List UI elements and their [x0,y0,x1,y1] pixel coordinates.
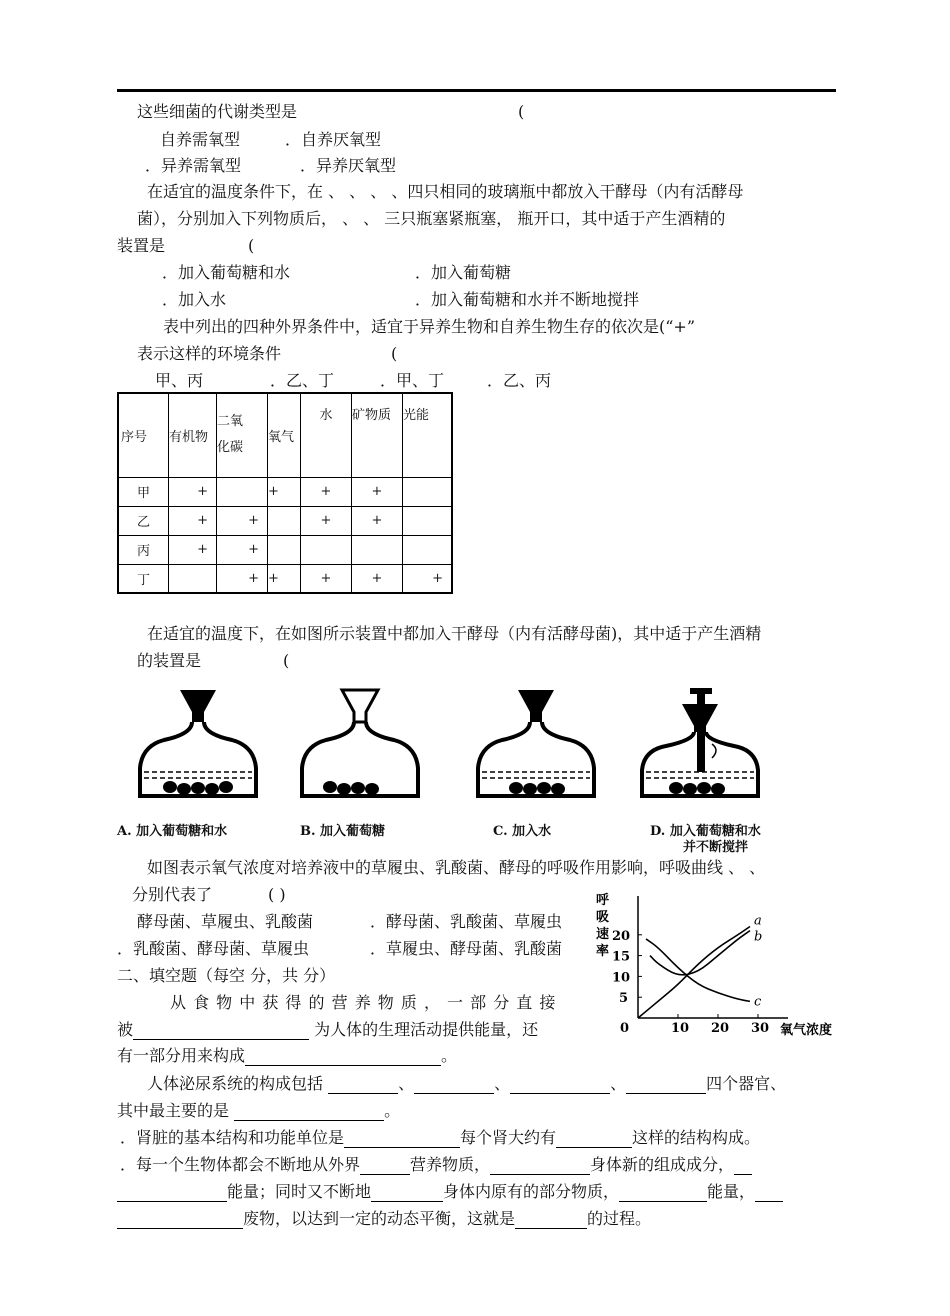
table-cell [268,506,301,535]
q2-option-b: ．加入葡萄糖 [415,263,512,282]
table-cell [301,535,352,564]
caption-a: A. 加入葡萄糖和水 [117,824,228,839]
q3-paren: ( [391,344,398,363]
fill4-line-b [117,1182,783,1202]
fill4-blank-4[interactable] [371,1185,443,1202]
x-tick-label: 30 [751,1021,770,1036]
x-tick-label: 20 [711,1021,730,1036]
fill1-line-a: 从 食 物 中 获 得 的 营 养 物 质 ， 一 部 分 直 接 [170,993,557,1012]
table-cell: + [301,506,352,535]
flask-d [642,688,758,796]
table-row [118,477,452,506]
table-cell [169,564,217,593]
conditions-table [117,392,453,594]
q5-line2: 分别代表了 [132,885,213,904]
fill4-text: 身体内原有的部分物质， [443,1182,620,1201]
q2-line3: 装置是 [117,236,166,255]
fill2-blank-5[interactable] [234,1104,384,1121]
fill3-text: 每个肾大约有 [460,1128,557,1147]
flask-b [302,690,418,796]
fill2-text: 其中最主要的是 [117,1101,235,1120]
table-cell: 乙 [118,506,169,535]
table-cell: + [217,564,268,593]
q5-option-d: ．草履虫、酵母菌、乳酸菌 [370,939,563,958]
caption-d-line2: 并不断搅拌 [683,840,749,855]
fill1-line-c [117,1046,457,1066]
table-cell: 丁 [118,564,169,593]
caption-d: D. 加入葡萄糖和水 [650,824,761,839]
q1-option-a: 自养需氧型 [160,130,241,149]
q1-stem: 这些细菌的代谢类型是 [137,102,298,121]
fill1-text: 有一部分用来构成 [117,1046,246,1065]
table-row [118,506,452,535]
header-cell: 水 [301,393,352,477]
q1-option-d: ．异养厌氧型 [300,156,397,175]
fill3-text: 这样的结构构成。 [632,1128,761,1147]
q4-paren: ( [283,651,290,670]
fill4-text: ．每一个生物体都会不断地从外界 [120,1155,361,1174]
caption-b: B. 加入葡萄糖 [300,824,386,839]
y-tick-label: 5 [619,991,629,1007]
fill2-line-a [147,1074,786,1094]
fill4-blank-3b[interactable] [117,1185,227,1202]
fill4-text: 的过程。 [587,1209,652,1228]
table-cell: + [403,564,453,593]
q3-option-b: ．乙、丁 [270,371,335,390]
fill3-text: ．肾脏的基本结构和功能单位是 [120,1128,345,1147]
fill1-text: 为人体的生理活动提供能量，还 [309,1020,539,1039]
fill4-blank-2[interactable] [490,1158,590,1175]
fill3-line [120,1128,760,1148]
series-a-label: a [754,913,762,929]
q2-option-c: ．加入水 [162,290,227,309]
caption-c: C. 加入水 [493,824,552,839]
y-tick-label: 15 [612,949,631,965]
q3-option-c: ．甲、丁 [380,371,445,390]
fill2-sep: 、 [494,1074,511,1093]
fill4-blank-6b[interactable] [117,1212,243,1229]
fill2-text: 人体泌尿系统的构成包括 [147,1074,329,1093]
q5-paren: ( ) [268,885,286,904]
q2-option-d: ．加入葡萄糖和水并不断地搅拌 [415,290,640,309]
y-axis-label-3: 速 [596,927,610,942]
fill1-text: 。 [441,1046,458,1065]
flask-c [478,690,594,796]
table-cell: + [352,506,403,535]
table-cell: + [268,564,301,593]
x-tick-label: 0 [620,1021,630,1036]
fill2-line-b [117,1101,400,1121]
fill2-blank-3[interactable] [510,1077,610,1094]
fill4-blank-5[interactable] [619,1185,707,1202]
respiration-rate-chart [592,888,842,1046]
table-cell: + [352,564,403,593]
header-cell: 二氧 化碳 [217,393,268,477]
fill1-text: 被 [117,1020,134,1039]
series-b-label: b [754,929,763,945]
fill2-text: 四个器官、 [706,1074,787,1093]
q2-line2: 菌），分别加入下列物质后， 、 、 三只瓶塞紧瓶塞， 瓶开口，其中适于产生酒精的 [137,209,726,228]
table-cell: + [169,506,217,535]
fill2-blank-4[interactable] [626,1077,706,1094]
table-cell: + [268,477,301,506]
series-c-label: c [754,994,762,1010]
table-cell [217,477,268,506]
q4-line2: 的装置是 [137,651,202,670]
header-cell: 氧气 [268,393,301,477]
y-axis-label-2: 吸 [596,910,610,925]
fill4-text: 能量， [707,1182,756,1201]
fill1-blank-2[interactable] [245,1049,441,1066]
table-header-row [118,393,452,477]
x-tick-label: 10 [671,1021,690,1036]
q5-option-c: ．乳酸菌、酵母菌、草履虫 [117,939,310,958]
fill2-sep: 、 [398,1074,415,1093]
table-cell [403,477,453,506]
header-cell: 光能 [403,393,453,477]
fill4-text: 营养物质， [410,1155,491,1174]
fill4-line-c [117,1209,651,1229]
table-cell [403,506,453,535]
fill4-blank-7[interactable] [515,1212,587,1229]
table-cell: + [301,477,352,506]
q4-line1: 在适宜的温度下，在如图所示装置中都加入干酵母（内有活酵母菌)，其中适于产生酒精 [147,624,762,643]
table-cell [352,535,403,564]
table-cell: + [217,535,268,564]
table-cell [403,535,453,564]
fill4-line-a [120,1155,752,1175]
y-axis-label-1: 呼 [596,893,610,908]
q1-option-b: ．自养厌氧型 [285,130,382,149]
table-cell: + [169,535,217,564]
fill4-blank-6a[interactable] [755,1185,783,1202]
fermentation-apparatus-figure [110,688,810,818]
table-cell: + [301,564,352,593]
table-row [118,535,452,564]
header-cell: 矿物质 [352,393,403,477]
table-cell [268,535,301,564]
table-cell: 丙 [118,535,169,564]
q2-line1: 在适宜的温度条件下，在 、 、 、 、四只相同的玻璃瓶中都放入干酵母（内有活酵母 [147,182,744,201]
table-row [118,564,452,593]
y-tick-label: 20 [612,928,631,944]
table-cell: + [217,506,268,535]
q3-option-a: 甲、丙 [155,371,204,390]
fill2-sep: 、 [610,1074,627,1093]
q1-paren: ( [518,102,525,121]
header-cell: 序号 [118,393,169,477]
table-cell: + [352,477,403,506]
y-tick-label: 10 [612,970,631,986]
q5-option-b: ．酵母菌、乳酸菌、草履虫 [370,912,563,931]
q3-line1: 表中列出的四种外界条件中，适宜于异养生物和自养生物生存的依次是(“+” [163,317,696,336]
q1-option-c: ．异养需氧型 [145,156,242,175]
fill3-blank-1[interactable] [344,1131,460,1148]
q5-option-a: 酵母菌、草履虫、乳酸菌 [137,912,314,931]
header-cell: 有机物 [169,393,217,477]
fill4-blank-1[interactable] [360,1158,410,1175]
fill2-blank-1[interactable] [328,1077,398,1094]
fill4-blank-3a[interactable] [734,1158,752,1175]
q3-line2: 表示这样的环境条件 [137,344,282,363]
fill4-text: 废物，以达到一定的动态平衡，这就是 [243,1209,516,1228]
fill2-blank-2[interactable] [414,1077,494,1094]
fill1-blank-1[interactable] [133,1023,309,1040]
q5-line1: 如图表示氧气浓度对培养液中的草履虫、乳酸菌、酵母的呼吸作用影响，呼吸曲线 、 、 [147,858,766,877]
fill4-text: 身体新的组成成分， [590,1155,735,1174]
top-rule [117,89,836,92]
x-axis-label: 氧气浓度 [780,1023,833,1038]
y-axis-label-4: 率 [596,944,610,959]
section2-title: 二、填空题（每空 分，共 分） [117,966,336,985]
table-cell: + [169,477,217,506]
q3-option-d: ．乙、丙 [487,371,552,390]
table-cell: 甲 [118,477,169,506]
fill4-text: 能量；同时又不断地 [227,1182,372,1201]
fill1-line-b [117,1020,538,1040]
q2-option-a: ．加入葡萄糖和水 [162,263,291,282]
flask-a [140,690,256,796]
fill2-text: 。 [384,1101,401,1120]
q2-paren: ( [248,236,255,255]
fill3-blank-2[interactable] [556,1131,632,1148]
